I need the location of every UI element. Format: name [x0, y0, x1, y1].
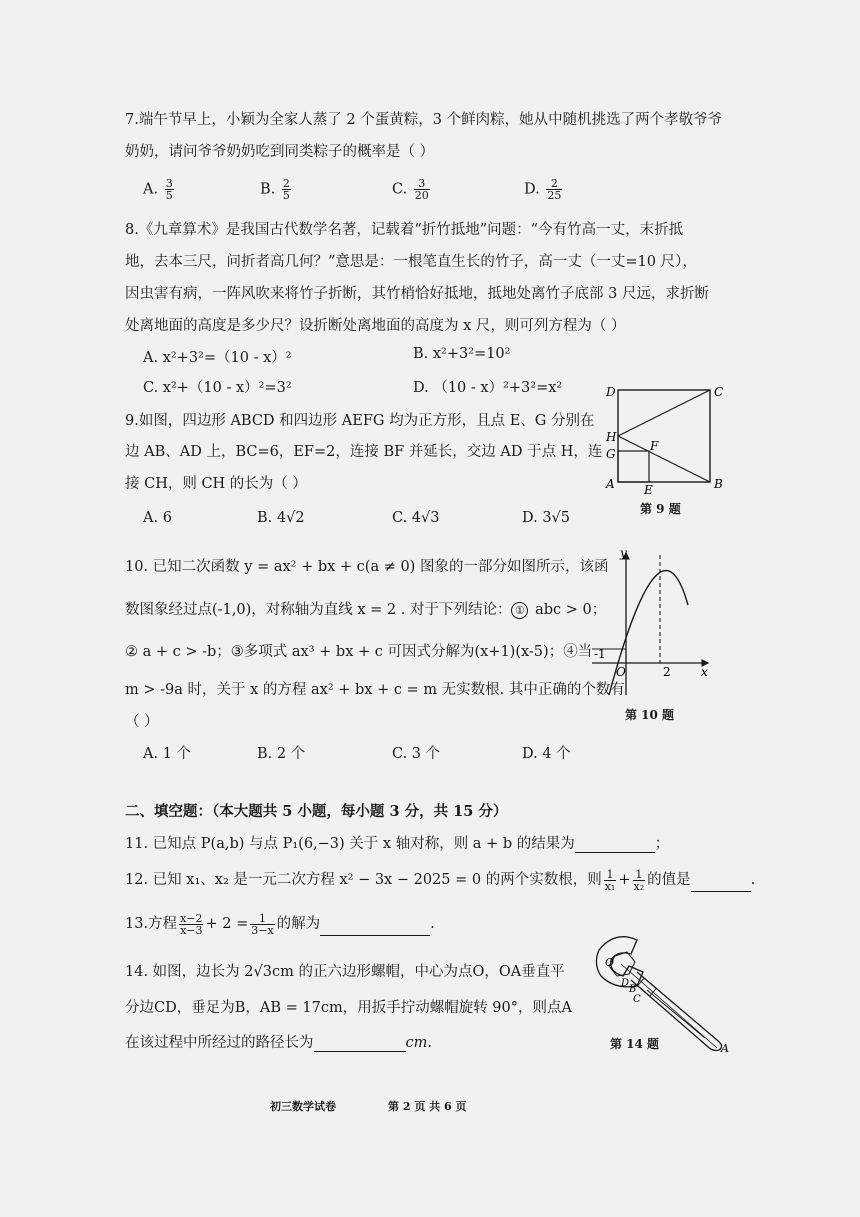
- q8-option-d[interactable]: D. （10 - x）²+3²=x²: [413, 380, 563, 396]
- q12-answer-blank[interactable]: [691, 877, 751, 892]
- q9-caption: 第 9 题: [640, 502, 681, 516]
- q10-option-a[interactable]: A. 1 个: [143, 746, 192, 762]
- q14-label-d: D: [621, 978, 630, 989]
- q9-option-c[interactable]: C. 4√3: [392, 510, 440, 526]
- q10-caption: 第 10 题: [625, 708, 675, 722]
- q7-option-b[interactable]: B. $\frac{2}{5}$: [260, 177, 290, 202]
- q10-line2: 数图象经过点(-1,0)，对称轴为直线 x = 2 . 对于下列结论： ① abc > 0；: [125, 602, 607, 618]
- q8-option-a[interactable]: A. x²+3²=（10 - x）²: [143, 350, 292, 366]
- footer-page-number: 第 2 页 共 6 页: [388, 1100, 467, 1113]
- q14-label-o: O: [605, 956, 615, 969]
- q7-option-c[interactable]: C. $\frac{3}{20}$: [392, 177, 429, 202]
- q14-line1: 14. 如图，边长为 2√3cm 的正六边形螺帽，中心为点O，OA垂直平: [125, 964, 565, 980]
- q7-option-d[interactable]: D. $\frac{2}{25}$: [524, 177, 562, 202]
- q9-label-a: A: [606, 477, 615, 491]
- q14-line2: 分边CD，垂足为B，AB = 17cm，用扳手拧动螺帽旋转 90°，则点A: [125, 1000, 572, 1016]
- q7-options: [143, 172, 743, 208]
- footer-subject: 初三数学试卷: [270, 1100, 336, 1113]
- q9-line2: 边 AB、AD 上，BC=6，EF=2，连接 BF 并延长，交边 AD 于点 H，连: [125, 444, 603, 460]
- q14-answer-blank[interactable]: [314, 1037, 406, 1052]
- q11-answer-blank[interactable]: [575, 838, 655, 853]
- q10-option-d[interactable]: D. 4 个: [522, 746, 571, 762]
- q10-label-o: O: [616, 665, 626, 679]
- q8-line3: 因虫害有病，一阵风吹来将竹子折断，其竹梢恰好抵地，抵地处离竹子底部 3 尺远，求折断: [125, 286, 709, 302]
- q9-label-b: B: [714, 477, 723, 491]
- q10-option-b[interactable]: B. 2 个: [257, 746, 306, 762]
- q9-label-e: E: [644, 483, 653, 497]
- q7-line2: 奶奶，请问爷爷奶奶吃到同类粽子的概率是（ ）: [125, 144, 435, 160]
- q10-line3: ② a + c > -b；③多项式 ax³ + bx + c 可因式分解为(x+1)(x-5)；④当: [125, 644, 593, 660]
- q9-label-d: D: [606, 385, 616, 399]
- q14-label-a: A: [721, 1042, 729, 1055]
- q9-label-h: H: [606, 430, 617, 444]
- q9-label-f: F: [650, 439, 659, 453]
- q8-line1: 8.《九章算术》是我国古代数学名著，记载着“折竹抵地”问题：“今有竹高一丈，末折抵: [125, 222, 684, 238]
- q7-line1: 7.端午节早上，小颖为全家人蒸了 2 个蛋黄粽，3 个鲜肉粽，她从中随机挑选了两个孝敬爷爷: [125, 112, 723, 128]
- q10-figure: [590, 545, 720, 700]
- q10-label-2: 2: [663, 665, 671, 679]
- q9-option-d[interactable]: D. 3√5: [522, 510, 571, 526]
- q8-line4: 处离地面的高度是多少尺？设折断处离地面的高度为 x 尺，则可列方程为（ ）: [125, 318, 626, 334]
- q14-label-b: B: [629, 984, 637, 995]
- q14-line3: 在该过程中所经过的路径长为 cm.: [125, 1035, 432, 1051]
- q9-option-b[interactable]: B. 4√2: [257, 510, 305, 526]
- q10-label-minus1: -1: [594, 647, 606, 661]
- q8-option-c[interactable]: C. x²+（10 - x）²=3²: [143, 380, 292, 396]
- q10-option-c[interactable]: C. 3 个: [392, 746, 441, 762]
- q9-line3: 接 CH，则 CH 的长为（ ）: [125, 476, 307, 492]
- q9-label-c: C: [714, 385, 724, 399]
- q13-line: 13.方程 $\frac{x-2}{x-3}$ + 2 = $\frac{1}{3-x}$ 的解为 .: [125, 911, 435, 937]
- q11-line: 11. 已知点 P(a,b) 与点 P₁(6,−3) 关于 x 轴对称，则 a + b 的结果为 ；: [125, 836, 670, 852]
- q9-option-a[interactable]: A. 6: [143, 510, 172, 526]
- q8-option-b[interactable]: B. x²+3²=10²: [413, 346, 511, 362]
- q10-line4: m > -9a 时，关于 x 的方程 ax² + bx + c = m 无实数根. 其中正确的个数有: [125, 682, 625, 698]
- q14-caption: 第 14 题: [610, 1037, 660, 1051]
- q10-label-y: y: [620, 546, 627, 560]
- q9-line1: 9.如图，四边形 ABCD 和四边形 AEFG 均为正方形，且点 E、G 分别在: [125, 413, 595, 429]
- q13-answer-blank[interactable]: [320, 921, 430, 936]
- q9-figure: [600, 380, 730, 500]
- q12-line: 12. 已知 x₁、x₂ 是一元二次方程 x² − 3x − 2025 = 0 的两个实数根，则 $\frac{1}{\text{x₁}}$ + $\frac{1}{\text{x₂}}$ 的值是 .: [125, 867, 756, 893]
- q10-circle-1: ①: [511, 602, 528, 619]
- section2-heading: 二、填空题：（本大题共 5 小题，每小题 3 分，共 15 分）: [125, 803, 508, 820]
- q14-wrench-figure: [585, 928, 745, 1053]
- q14-label-c: C: [633, 994, 641, 1005]
- q10-label-x: x: [701, 665, 708, 679]
- q10-line1: 10. 已知二次函数 y = ax² + bx + c(a ≠ 0) 图象的一部分如图所示，该函: [125, 559, 609, 575]
- q7-option-a[interactable]: A. $\frac{3}{5}$: [143, 177, 173, 202]
- q9-label-g: G: [606, 447, 616, 461]
- q10-line5: （ ）: [125, 714, 159, 730]
- q8-line2: 地，去本三尺，问折者高几何？”意思是：一根笔直生长的竹子，高一丈（一丈=10 尺），: [125, 254, 697, 270]
